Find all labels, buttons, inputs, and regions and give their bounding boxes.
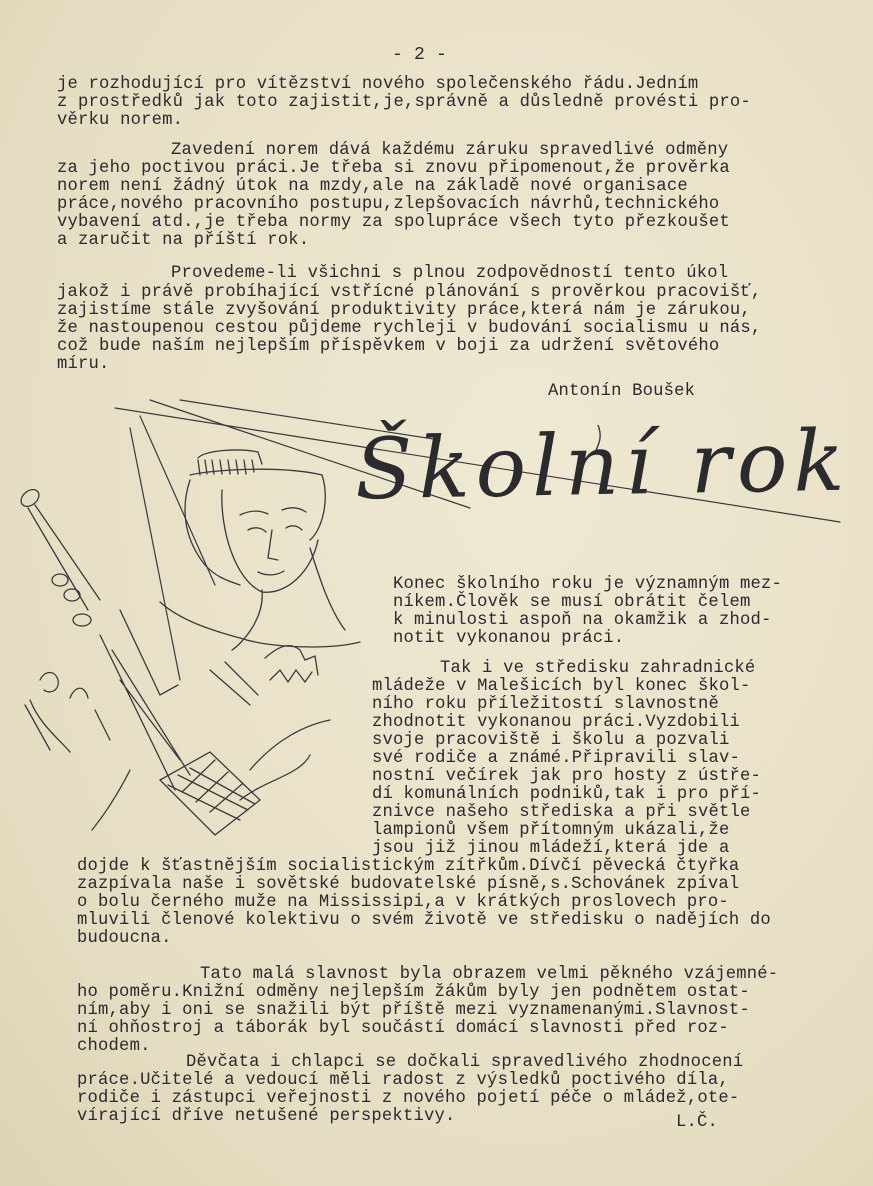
text-line: své rodiče a známé.Připravili slav- — [372, 749, 740, 768]
text-line: je rozhodující pro vítězství nového společenského řádu.Jedním — [57, 75, 699, 94]
flower-bouquet — [18, 486, 330, 835]
text-line: mládeže v Malešicích byl konec škol- — [372, 677, 751, 696]
text-line: ním,aby i oni se snažili být příště mezi vyznamenanými.Slavnost- — [77, 1001, 750, 1020]
text-line: o bolu černého muže na Mississipi,a v krátkých proslovech pro- — [77, 893, 729, 912]
text-line: že nastoupenou cestou půjdeme rychleji v budování socialismu u nás, — [57, 319, 762, 338]
text-line: ho poměru.Knižní odměny nejlepším žákům byly jen podnětem ostat- — [77, 983, 750, 1002]
article-heading: Školní rok — [354, 411, 852, 519]
text-line: míru. — [57, 355, 110, 374]
text-line: za jeho poctivou práci.Je třeba si znovu připomenout,že prověrka — [57, 159, 730, 178]
text-line: což bude naším nejlepším příspěvkem v boji za udržení světového — [57, 337, 720, 356]
text-line: jakož i právě probíhající vstřícné plánování s prověrkou pracovišť, — [57, 283, 762, 302]
page-number: - 2 - — [392, 45, 448, 65]
text-line: k minulosti aspoň na okamžik a zhod- — [393, 611, 772, 630]
text-line: svoje pracoviště i školu a pozvali — [372, 731, 730, 750]
text-line: budoucna. — [77, 929, 172, 948]
text-line: dojde k šťastnějším socialistickým zítřkům.Dívčí pěvecká čtyřka — [77, 857, 740, 876]
text-line: z prostředků jak toto zajistit,je,správně a důsledně provésti pro- — [57, 93, 751, 112]
text-line: ní ohňostroj a táborák byl součástí domácí slavnosti před roz- — [77, 1019, 729, 1038]
text-line: nostní večírek jak pro hosty z ústře- — [372, 767, 762, 786]
text-line: norem není žádný útok na mzdy,ale na základě nové organisace — [57, 177, 688, 196]
text-line: věrku norem. — [57, 111, 184, 130]
text-line: zajistíme stále zvyšování produktivity práce,která nám je zárukou, — [57, 301, 751, 320]
signature-initials: L.Č. — [676, 1113, 719, 1132]
text-line: Tak i ve středisku zahradnické — [440, 659, 756, 678]
text-line: Děvčata i chlapci se dočkali spravedlivého zhodnocení — [186, 1053, 744, 1072]
text-line: zazpívala naše i sovětské budovatelské písně,s.Schovánek zpíval — [77, 875, 740, 894]
text-line: níkem.Člověk se musí obrátit čelem — [393, 593, 751, 612]
text-line: Konec školního roku je významným mez- — [393, 575, 783, 594]
text-line: ního roku příležitostí slavnostně — [372, 695, 719, 714]
text-line: lampionů všem přítomným ukázali,že — [372, 821, 730, 840]
author-signature: Antonín Boušek — [548, 382, 696, 401]
text-line: práce.Učitelé a vedoucí měli radost z výsledků poctivého díla, — [77, 1071, 729, 1090]
text-line: práce,nového pracovního postupu,zlepšovacích návrhů,technického — [57, 195, 720, 214]
text-line: Tato malá slavnost byla obrazem velmi pěkného vzájemné- — [200, 965, 779, 984]
text-line: notit vykonanou práci. — [393, 629, 625, 648]
text-line: zhodnotit vykonanou práci.Vyzdobili — [372, 713, 740, 732]
text-line: a zaručit na příští rok. — [57, 231, 310, 250]
face-outline — [160, 450, 360, 650]
text-line: chodem. — [77, 1037, 151, 1056]
text-line: znivce našeho střediska a při světle — [372, 803, 751, 822]
text-line: Provedeme-li všichni s plnou zodpovědností tento úkol — [171, 264, 729, 283]
text-line: jsou již jinou mládeží,která jde a — [372, 839, 730, 858]
text-line: vybavení atd.,je třeba normy za spolupráce všech tyto přezkoušet — [57, 213, 730, 232]
text-line: dí komunálních podniků,tak i pro pří- — [372, 785, 762, 804]
text-line: rodiče i zástupci veřejnosti z nového pojetí péče o mládež,ote- — [77, 1089, 740, 1108]
text-line: mluvili členové kolektivu o svém životě ve středisku o nadějích do — [77, 911, 771, 930]
text-line: Zavedení norem dává každému záruku spravedlivé odměny — [171, 141, 729, 160]
text-line: vírající dříve netušené perspektivy. — [77, 1107, 456, 1126]
